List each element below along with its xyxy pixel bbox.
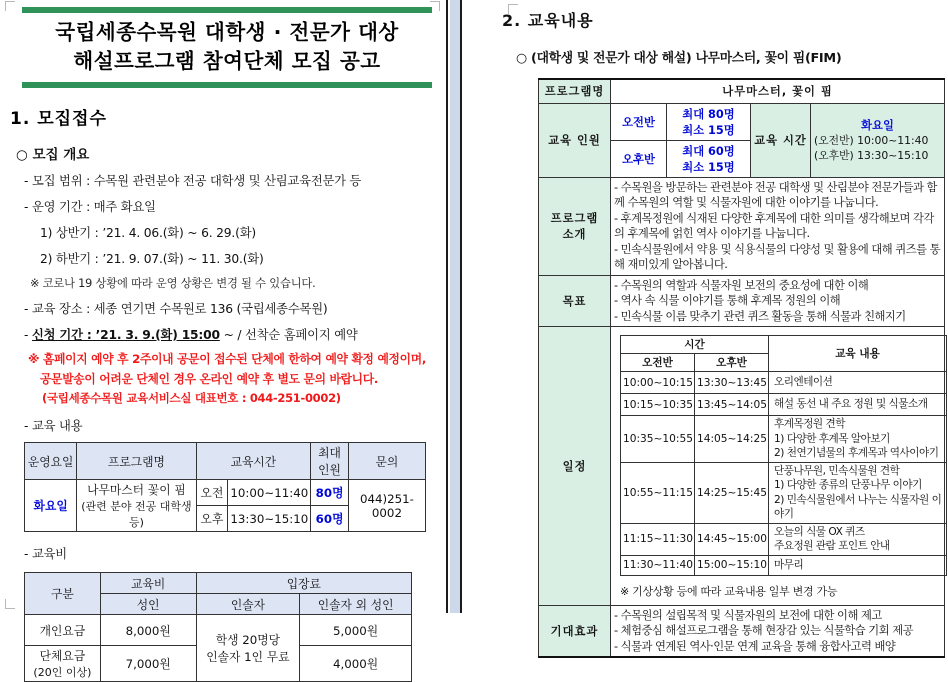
schedule-row <box>621 372 947 394</box>
fee-row1-label: 개인요금 <box>25 615 101 646</box>
document-page-right <box>460 0 948 653</box>
sched-content-line: 마무리 <box>774 558 804 571</box>
goal-item: - 수목원의 역할과 식물자원 보전의 중요성에 대한 이해 <box>614 278 869 292</box>
sched-content-line: 단풍나무원, 민속식물원 견학 <box>774 464 900 477</box>
col-header-program: 프로그램명 <box>77 443 196 480</box>
title-block <box>22 7 432 88</box>
leader-free-line2: 인솔자 1인 무료 <box>206 650 290 664</box>
page-gap <box>450 0 460 613</box>
sched-am-time: 11:30~11:40 <box>621 555 695 575</box>
sched-content-line: 2) 민속식물원에서 나누는 식물자원 이야기 <box>774 493 942 520</box>
program-name-cell: 나무마스터, 꽃이 핌 <box>611 79 945 103</box>
text-boundary-mark <box>5 599 15 609</box>
time-label-cell: 교육 시간 <box>751 103 811 177</box>
fee-col-leader: 인솔자 <box>196 594 300 615</box>
document-page-left <box>0 0 448 679</box>
sched-content <box>769 416 947 463</box>
sched-pm-time: 14:05~14:25 <box>695 416 769 463</box>
leader-free-line1: 학생 20명당 <box>215 633 281 647</box>
am-max-cell: 80명 <box>311 480 349 506</box>
sched-content-line: 해설 동선 내 주요 정원 및 식물소개 <box>774 398 928 411</box>
effect-item: - 체험중심 해설프로그램을 통해 현장감 있는 식물학습 기회 제공 <box>614 624 914 637</box>
pm-capacity-line2: 최소 15명 <box>682 160 735 174</box>
col-header-max-line1: 최대 <box>318 446 341 460</box>
intro-label-line1: 프로그램 <box>550 212 599 225</box>
schedule-row <box>621 416 947 463</box>
intro-item: - 민속식물원에서 약용 및 식용식물의 다양성 및 활용에 대해 퀴즈를 통해 재미있게 알아봅니다. <box>614 242 941 271</box>
operation-period-line: - 운영 기간 : 매주 화요일 <box>24 200 156 214</box>
time-am-line: (오전반) 10:00~11:40 <box>814 134 929 147</box>
fee-col-entrance: 입장료 <box>196 573 411 594</box>
overview-heading: ○ 모집 개요 <box>16 147 90 163</box>
schedule-row <box>621 523 947 555</box>
schedule-row <box>621 394 947 416</box>
sched-am-time: 10:55~11:15 <box>621 462 695 523</box>
fee-col-other: 인솔자 외 성인 <box>300 594 412 615</box>
sched-pm-time: 14:25~15:45 <box>695 462 769 523</box>
sched-content <box>769 462 947 523</box>
sched-content-header: 교육 내용 <box>769 336 947 372</box>
program-name-line: 나무마스터 꽃이 핌 <box>87 483 186 497</box>
sched-pm-time: 13:30~13:45 <box>695 372 769 394</box>
fee-table <box>24 572 412 682</box>
schedule-content-cell <box>611 327 945 606</box>
program-summary-table <box>24 442 426 532</box>
program-subtitle: ○ (대학생 및 전문가 대상 해설) 나무마스터, 꽃이 핌(FIM) <box>516 51 842 66</box>
reservation-warning-line2: 공문발송이 어려운 단체인 경우 온라인 예약 후 별도 문의 바랍니다. <box>40 372 379 386</box>
goal-label-cell: 목표 <box>539 275 611 327</box>
goal-item: - 민속식물 이름 맞추기 관련 퀴즈 활동을 통해 식물과 친해지기 <box>614 309 906 323</box>
page-title <box>22 13 432 82</box>
first-half-line: 1) 상반기 : ’21. 4. 06.(화) ~ 6. 29.(화) <box>40 226 256 240</box>
schedule-row <box>621 555 947 575</box>
weather-note: ※ 기상상황 등에 따라 교육내용 일부 변경 가능 <box>620 584 838 598</box>
sched-content <box>769 372 947 394</box>
fee-row2-label <box>25 646 101 682</box>
goal-item: - 역사 속 식물 이야기를 통해 후계목 정원의 이해 <box>614 294 841 307</box>
section-heading-1: 1. 모집접수 <box>10 109 107 129</box>
location-line: - 교육 장소 : 세종 연기면 수목원로 136 (국립세종수목원) <box>24 302 328 316</box>
apply-prefix: - <box>24 328 32 342</box>
sched-content <box>769 394 947 416</box>
col-header-max-line2: 인원 <box>318 463 341 477</box>
intro-item: - 수목원을 방문하는 관련분야 전공 대학생 및 산림분야 전문가들과 함께 수목원의 역할 및 식물자원에 대한 이야기를 나눕니다. <box>614 180 937 209</box>
schedule-table <box>620 335 947 576</box>
second-half-line: 2) 하반기 : ’21. 9. 07.(화) ~ 11. 30.(화) <box>40 252 264 266</box>
am-capacity-line1: 최대 80명 <box>682 107 735 121</box>
edu-fee-label: - 교육비 <box>24 547 67 561</box>
pm-max-cell: 60명 <box>311 506 349 532</box>
program-target-line: (관련 분야 전공 대학생 등) <box>81 500 192 529</box>
sched-am-time: 10:15~10:35 <box>621 394 695 416</box>
apply-tail: ~ / 선착순 홈페이지 예약 <box>219 328 358 342</box>
col-header-max <box>311 443 349 480</box>
pm-capacity-line1: 최대 60명 <box>682 144 735 158</box>
education-detail-table <box>538 78 945 658</box>
leader-free-cell <box>196 615 300 682</box>
day-cell: 화요일 <box>25 480 77 532</box>
sched-pm-time: 13:45~14:05 <box>695 394 769 416</box>
edu-content-label: - 교육 내용 <box>24 419 83 433</box>
am-time-cell: 10:00~11:40 <box>228 480 311 506</box>
effect-item: - 식물과 연계된 역사·인문 연계 교육을 통해 융합사고력 배양 <box>614 639 896 653</box>
sched-content-line: 후계목정원 견학 <box>774 418 846 430</box>
intro-label-cell <box>539 177 611 275</box>
sched-content-line: 1) 다양한 후계목 알아보기 <box>774 432 890 445</box>
sched-time-header: 시간 <box>621 336 769 354</box>
time-detail-cell <box>811 103 945 177</box>
sched-pm-time: 14:45~15:00 <box>695 523 769 555</box>
contact-cell: 044)251-0002 <box>348 480 425 532</box>
intro-content-cell <box>611 177 945 275</box>
recruit-scope-line: - 모집 범위 : 수목원 관련분야 전공 대학생 및 산림교육전문가 등 <box>24 174 362 188</box>
sched-am-time: 10:35~10:55 <box>621 416 695 463</box>
fee-col-adult: 성인 <box>100 594 196 615</box>
sched-am-time: 11:15~11:30 <box>621 523 695 555</box>
col-header-day: 운영요일 <box>25 443 77 480</box>
covid-note-line: ※ 코로나 19 상황에 따라 운영 상황은 변경 될 수 있습니다. <box>30 277 316 290</box>
sched-pm-time: 15:00~15:10 <box>695 555 769 575</box>
table-row <box>25 615 412 646</box>
text-boundary-mark <box>5 1 15 11</box>
sched-content-line: 오늘의 식물 OX 퀴즈 <box>774 525 865 538</box>
capacity-label-cell: 교육 인원 <box>539 103 611 177</box>
intro-item: - 후계목정원에 식재된 다양한 후계목에 대한 의미를 생각해보며 각각의 후계목에 얽힌 역사 이야기를 나눕니다. <box>614 211 934 240</box>
sched-am-header: 오전반 <box>621 354 695 372</box>
contact-number-line: (국립세종수목원 교육서비스실 대표번호 : 044-251-0002) <box>42 391 341 405</box>
fee-col-fee: 교육비 <box>100 573 196 594</box>
text-boundary-mark <box>508 4 518 14</box>
sched-content-line: 오리엔테이션 <box>774 376 833 389</box>
reservation-warning-line1: ※ 홈페이지 예약 후 2주이내 공문이 접수된 단체에 한하여 예약 확정 예정이며, <box>28 352 427 366</box>
am-capacity-cell <box>667 103 751 140</box>
time-day: 화요일 <box>861 119 894 132</box>
apply-period-bold: 신청 기간 : ’21. 3. 9.(화) 15:00 <box>31 328 220 342</box>
pm-time-cell: 13:30~15:10 <box>228 506 311 532</box>
fee-row2-entrance: 4,000원 <box>300 646 412 682</box>
program-cell <box>77 480 196 532</box>
page-title-line2: 해설프로그램 참여단체 모집 공고 <box>73 49 381 73</box>
fee-row2-label-line2: (20인 이상) <box>33 666 92 679</box>
col-header-time: 교육시간 <box>196 443 311 480</box>
goal-content-cell <box>611 275 945 327</box>
fee-row1-fee: 8,000원 <box>100 615 196 646</box>
section-heading-2: 2. 교육내용 <box>502 11 594 30</box>
sched-pm-header: 오후반 <box>695 354 769 372</box>
fee-row2-label-line1: 단체요금 <box>39 649 86 663</box>
pm-class-cell: 오후반 <box>611 140 667 177</box>
text-boundary-mark <box>430 1 440 11</box>
sched-content <box>769 555 947 575</box>
effect-item: - 수목원의 설립목적 및 식물자원의 보전에 대한 이해 제고 <box>614 608 882 622</box>
sched-content-line: 주요정원 관람 포인트 안내 <box>774 540 890 552</box>
schedule-row <box>621 462 947 523</box>
fee-row1-entrance: 5,000원 <box>300 615 412 646</box>
title-bottom-rule <box>22 82 432 88</box>
pm-label-cell: 오후 <box>196 506 228 532</box>
pm-capacity-cell <box>667 140 751 177</box>
sched-content-line: 1) 다양한 종류의 단풍나무 이야기 <box>774 479 922 491</box>
program-name-label-cell: 프로그램명 <box>539 79 611 103</box>
am-label-cell: 오전 <box>196 480 228 506</box>
fee-row2-fee: 7,000원 <box>100 646 196 682</box>
time-pm-line: (오후반) 13:30~15:10 <box>814 149 929 162</box>
sched-content-line: 2) 천연기념물의 후계목과 역사이야기 <box>774 447 939 459</box>
page-title-line1: 국립세종수목원 대학생 · 전문가 대상 <box>55 20 399 44</box>
apply-period-line <box>24 325 446 343</box>
intro-label-line2: 소개 <box>562 228 587 241</box>
col-header-contact: 문의 <box>348 443 425 480</box>
table-row <box>25 480 426 506</box>
schedule-label-cell: 일정 <box>539 327 611 606</box>
sched-am-time: 10:00~10:15 <box>621 372 695 394</box>
am-capacity-line2: 최소 15명 <box>682 123 735 137</box>
sched-content <box>769 523 947 555</box>
effect-label-cell: 기대효과 <box>539 605 611 657</box>
fee-col-gubun: 구분 <box>25 573 101 615</box>
am-class-cell: 오전반 <box>611 103 667 140</box>
